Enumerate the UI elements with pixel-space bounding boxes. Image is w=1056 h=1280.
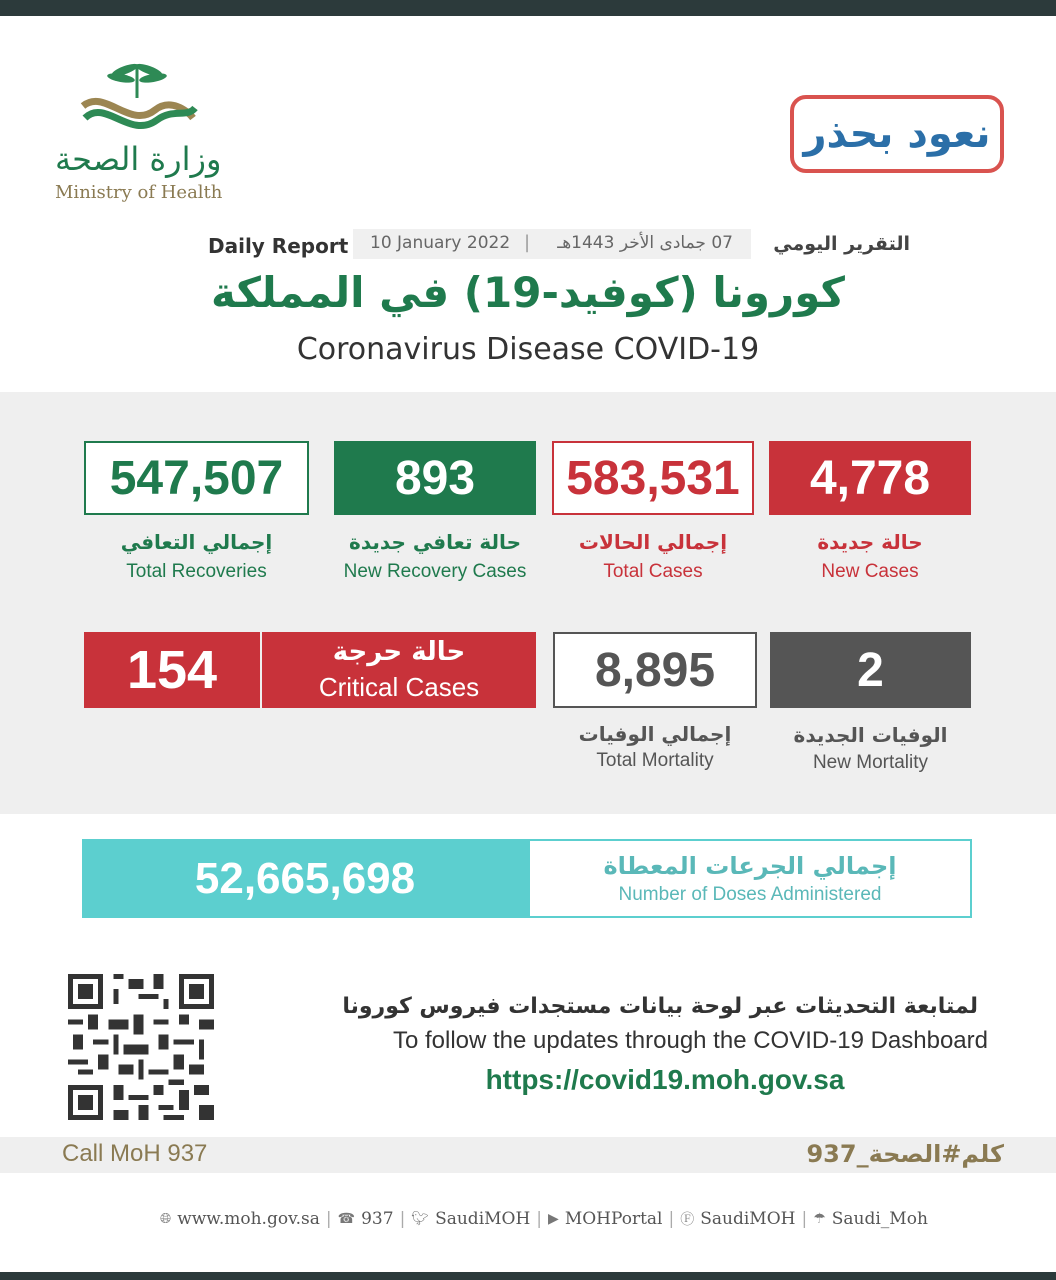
twitter-icon: 🐦︎ (411, 1211, 430, 1227)
date-hijri: 07 جمادى الأخر 1443هـ (557, 233, 733, 253)
call-text-ar: كلم#الصحة_937 (806, 1140, 1004, 1168)
divider: | (325, 1209, 332, 1229)
doses-label-ar: إجمالي الجرعات المعطاة (603, 852, 897, 880)
twitter-link[interactable]: SaudiMOH (435, 1209, 531, 1229)
new-recovery-value: 893 (334, 441, 536, 515)
youtube-link[interactable]: MOHPortal (564, 1209, 663, 1229)
total-cases-label-en: Total Cases (603, 561, 703, 582)
date-en: 10 January 2022 (370, 233, 511, 253)
snapchat-icon: ☂ (813, 1211, 826, 1227)
globe-icon: 🌐︎ (160, 1211, 172, 1227)
new-mortality-value: 2 (770, 632, 971, 708)
new-cases-label-ar: حالة جديدة (817, 530, 923, 554)
report-label-ar: التقرير اليومي (773, 233, 910, 255)
phone-icon: ☎ (337, 1211, 356, 1227)
total-mortality-label-ar: إجمالي الوفيات (578, 722, 732, 746)
social-links (160, 1209, 928, 1229)
new-mortality-label-ar: الوفيات الجديدة (793, 723, 948, 747)
total-recoveries-label-en: Total Recoveries (126, 561, 267, 582)
page-title-en: Coronavirus Disease COVID-19 (296, 332, 760, 367)
critical-cases-value: 154 (126, 640, 218, 700)
total-mortality-label-en: Total Mortality (596, 750, 714, 771)
facebook-link[interactable]: SaudiMOH (700, 1209, 796, 1229)
qr-code-icon[interactable] (68, 974, 214, 1120)
divider: | (536, 1209, 543, 1229)
report-label-en: Daily Report (208, 234, 349, 258)
divider: | (668, 1209, 675, 1229)
page-title-ar: كورونا (كوفيد-19) في المملكة (211, 268, 845, 317)
total-recoveries-label-ar: إجمالي التعافي (120, 530, 273, 554)
doses-value: 52,665,698 (82, 839, 528, 918)
bottom-bar (0, 1272, 1056, 1280)
call-text-en: Call MoH 937 (62, 1140, 208, 1167)
phone-link[interactable]: 937 (361, 1209, 394, 1229)
ministry-name-ar: وزارة الصحة (55, 140, 222, 178)
total-mortality-value: 8,895 (553, 632, 757, 708)
new-cases-label-en: New Cases (821, 561, 919, 582)
moh-logo-icon (75, 58, 200, 138)
facebook-icon: Ⓕ (680, 1212, 695, 1228)
total-cases-label-ar: إجمالي الحالات (578, 530, 728, 554)
doses-label-en: Number of Doses Administered (618, 884, 882, 905)
date-separator: | (524, 232, 531, 253)
follow-text-ar: لمتابعة التحديثات عبر لوحة بيانات مستجدات فيروس كورونا (342, 994, 978, 1019)
youtube-icon: ▶ (548, 1211, 559, 1227)
snapchat-link[interactable]: Saudi_Moh (831, 1209, 928, 1229)
new-recovery-label-en: New Recovery Cases (343, 561, 527, 582)
new-mortality-label-en: New Mortality (812, 752, 929, 773)
dashboard-link[interactable]: https://covid19.moh.gov.sa (485, 1064, 845, 1095)
new-recovery-label-ar: حالة تعافي جديدة (349, 530, 521, 554)
critical-cases-label-ar: حالة حرجة (332, 637, 466, 667)
new-cases-value: 4,778 (769, 441, 971, 515)
slogan-badge: نعود بحذر (790, 95, 1004, 173)
divider: | (801, 1209, 808, 1229)
total-cases-value: 583,531 (552, 441, 754, 515)
website-link[interactable]: www.moh.gov.sa (177, 1209, 320, 1229)
total-recoveries-value: 547,507 (84, 441, 309, 515)
follow-text-en: To follow the updates through the COVID-19 Dashboard (392, 1027, 988, 1054)
divider: | (399, 1209, 406, 1229)
critical-cases-label-en: Critical Cases (318, 672, 480, 702)
ministry-name-en: Ministry of Health (55, 182, 223, 203)
top-bar (0, 0, 1056, 16)
